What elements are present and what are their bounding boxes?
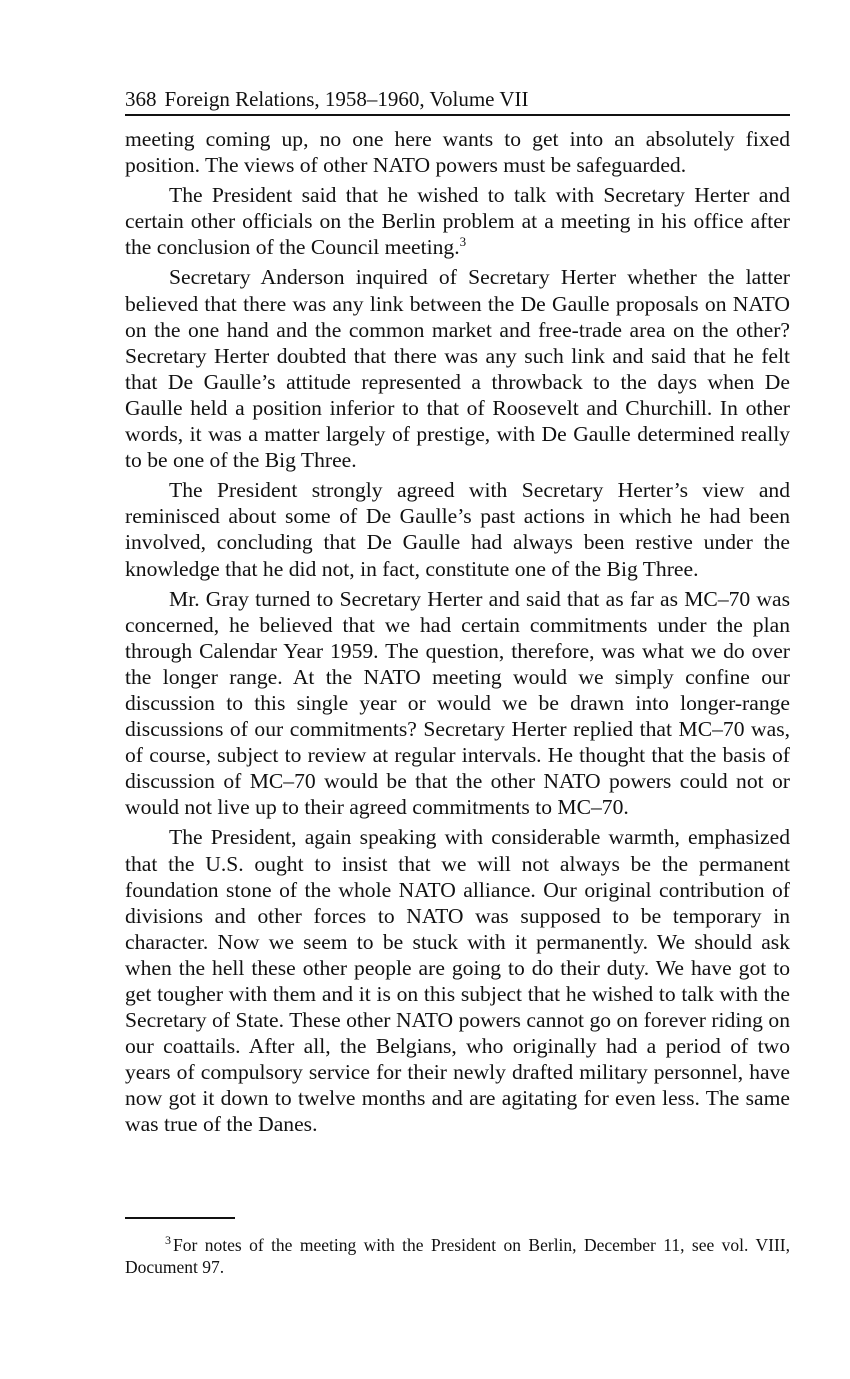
footnote <box>125 1234 790 1278</box>
paragraph-text: meeting coming up, no one here wants to get into an absolutely fixed position. The views of other NATO powers must be safeguarded. <box>125 127 790 178</box>
paragraph-text: Secretary Anderson inquired of Secretary Herter whether the latter believed that there was any link between the De Gaulle proposals on NATO on the one hand and the common market and free-trade area on the other? Secretary Herter doubted that there was any such link and said that he felt that De Gaulle’s attitude represented a throwback to the days when De Gaulle held a position inferior to that of Roosevelt and Churchill. In other words, it was a matter largely of prestige, with De Gaulle determined really to be one of the Big Three. <box>125 265 790 473</box>
paragraph-text: The President said that he wished to talk with Secretary Herter and certain other officials on the Berlin problem at a meeting in his office after the conclusion of the Council meeting. <box>125 183 790 260</box>
page <box>125 84 790 1138</box>
paragraph-5 <box>125 586 790 821</box>
paragraph-1 <box>125 126 790 178</box>
footnote-body <box>125 1234 790 1278</box>
footnote-divider <box>125 1217 235 1219</box>
paragraph-text: The President strongly agreed with Secretary Herter’s view and reminisced about some of De Gaulle’s past actions in which he had been involved, concluding that De Gaulle had always been restive under the knowledge that he did not, in fact, constitute one of the Big Three. <box>125 478 790 581</box>
footnote-mark: 3 <box>165 1233 171 1248</box>
paragraph-3 <box>125 264 790 473</box>
paragraph-text: The President, again speaking with considerable warmth, emphasized that the U.S. ought to insist that we will not always be the permanent foundation stone of the whole NATO alliance. Our original contribution of divisions and other forces to NATO was supposed to be temporary in character. Now we seem to be stuck with it permanently. We should ask when the hell these other people are going to do their duty. We have got to get tougher with them and it is on this subject that he wished to talk with the Secretary of State. These other NATO powers cannot go on forever riding on our coattails. After all, the Belgians, who originally had a period of two years of compulsory service for their newly drafted military personnel, have now got it down to twelve months and are agitating for even less. The same was true of the Danes. <box>125 825 790 1137</box>
paragraph-4 <box>125 477 790 581</box>
volume-title: Foreign Relations, 1958–1960, Volume VII <box>164 87 529 111</box>
paragraph-2 <box>125 182 790 260</box>
footnote-text: For notes of the meeting with the President on Berlin, December 11, see vol. VIII, Document 97. <box>125 1235 790 1277</box>
page-number: 368 <box>125 87 157 111</box>
body-text <box>125 126 790 1138</box>
paragraph-text: Mr. Gray turned to Secretary Herter and said that as far as MC–70 was concerned, he believed that we had certain commitments under the plan through Calendar Year 1959. The question, therefore, was what we do over the longer range. At the NATO meeting would we simply confine our discussion to this single year or would we be drawn into longer-range discussions of our commitments? Secretary Herter replied that MC–70 was, of course, subject to review at regular intervals. He thought that the basis of discussion of MC–70 would be that the other NATO powers could not or would not live up to their agreed commitments to MC–70. <box>125 586 790 820</box>
footnote-reference[interactable]: 3 <box>459 234 467 250</box>
paragraph-6 <box>125 824 790 1137</box>
running-head <box>125 84 790 116</box>
